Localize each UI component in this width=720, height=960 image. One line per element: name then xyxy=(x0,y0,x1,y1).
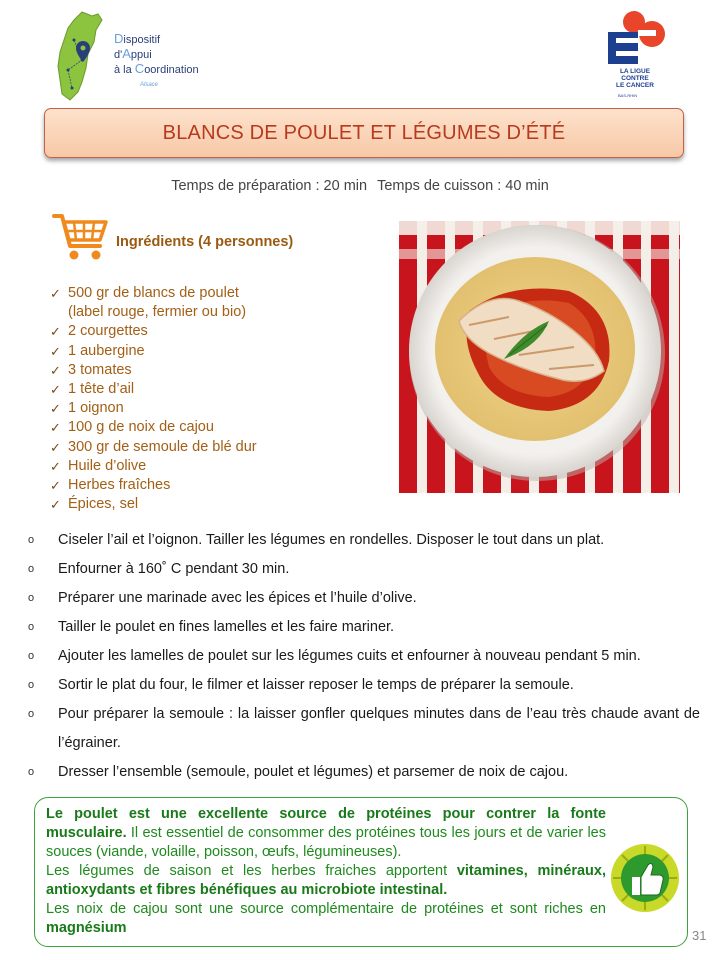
dish-photo xyxy=(399,221,680,493)
circle-bullet-icon: o xyxy=(28,679,35,691)
check-icon: ✓ xyxy=(50,382,61,398)
recipe-title-box xyxy=(44,108,684,158)
step-item: o Préparer une marinade avec les épices et l’huile d’olive. xyxy=(28,584,700,613)
check-icon: ✓ xyxy=(50,478,61,494)
ingredient-item: ✓ 2 courgettes xyxy=(50,322,257,341)
shopping-cart-icon xyxy=(50,208,110,264)
ligue-logo-text: LA LIGUE CONTRE LE CANCER xyxy=(616,68,654,89)
check-icon: ✓ xyxy=(50,420,61,436)
ingredient-item: ✓ 1 oignon xyxy=(50,399,257,418)
ingredient-item: ✓ 100 g de noix de cajou xyxy=(50,418,257,437)
nutrition-info-text xyxy=(46,805,606,938)
ingredient-item: ✓ Herbes fraîches xyxy=(50,476,257,495)
info-p2-start: Les légumes de saison et les herbes fraiches apportent xyxy=(46,863,457,879)
info-p1-rest: Il est essentiel de consommer des protéines tous les jours et de varier les souces (viande, volaille, poisson, œufs, légumineuses). xyxy=(46,825,606,860)
dac-logo-sub: Alsace xyxy=(140,82,159,88)
ligue-logo-sub: BAS-RHIN xyxy=(618,93,638,98)
recipe-times xyxy=(0,178,720,194)
check-icon: ✓ xyxy=(50,401,61,417)
check-icon: ✓ xyxy=(50,497,61,513)
check-icon: ✓ xyxy=(50,362,61,378)
check-icon: ✓ xyxy=(50,324,61,340)
circle-bullet-icon: o xyxy=(28,534,35,546)
check-icon: ✓ xyxy=(50,439,61,455)
check-icon: ✓ xyxy=(50,343,61,359)
step-item: o Dresser l’ensemble (semoule, poulet et légumes) et parsemer de noix de cajou. xyxy=(28,758,700,787)
ingredient-item: ✓ Épices, sel xyxy=(50,495,257,514)
circle-bullet-icon: o xyxy=(28,621,35,633)
page-number: 31 xyxy=(692,928,707,943)
step-item: o Enfourner à 160˚ C pendant 30 min. xyxy=(28,555,700,584)
step-item: o Ciseler l’ail et l’oignon. Tailler les légumes en rondelles. Disposer le tout dans un plat. xyxy=(28,526,700,555)
dac-logo xyxy=(52,10,202,106)
info-p1-bold: Le poulet est une excellente source de protéines pour contrer la fonte musculaire. xyxy=(46,806,606,841)
ingredients-list xyxy=(50,284,257,514)
circle-bullet-icon: o xyxy=(28,650,35,662)
ingredient-note: (label rouge, fermier ou bio) xyxy=(68,304,247,321)
step-item: o Sortir le plat du four, le filmer et laisser reposer le temps de préparer la semoule. xyxy=(28,671,700,700)
circle-bullet-icon: o xyxy=(28,592,35,604)
step-item: o Pour préparer la semoule : la laisser gonfler quelques minutes dans de l’eau très chaude avant de l’égrainer. xyxy=(28,700,700,758)
prep-time: Temps de préparation : 20 min xyxy=(171,178,368,194)
ingredient-item: ✓ 1 aubergine xyxy=(50,342,257,361)
circle-bullet-icon: o xyxy=(28,766,35,778)
ingredient-item: ✓ 500 gr de blancs de poulet (label rouge, fermier ou bio) xyxy=(50,284,257,322)
step-item: o Ajouter les lamelles de poulet sur les légumes cuits et enfourner à nouveau pendant 5 min. xyxy=(28,642,700,671)
ingredients-title: Ingrédients (4 personnes) xyxy=(116,234,294,250)
ingredient-item: ✓ 300 gr de semoule de blé dur xyxy=(50,438,257,457)
info-p3-start: Les noix de cajou sont une source complémentaire de protéines et sont riches en xyxy=(46,901,606,917)
thumbs-up-icon xyxy=(610,843,680,913)
ligue-emblem-icon xyxy=(600,8,670,68)
check-icon: ✓ xyxy=(50,286,61,301)
steps-list xyxy=(28,526,700,787)
dac-logo-text: Dispositif d'Appui à la Coordination xyxy=(114,31,199,76)
ingredient-item: ✓ 1 tête d’ail xyxy=(50,380,257,399)
info-p2-bold: vitamines, minéraux, antioxydants et fibres bénéfiques au microbiote intestinal. xyxy=(46,863,606,898)
step-item: o Tailler le poulet en fines lamelles et les faire mariner. xyxy=(28,613,700,642)
cook-time: Temps de cuisson : 40 min xyxy=(377,178,549,194)
recipe-title: BLANCS DE POULET ET LÉGUMES D’ÉTÉ xyxy=(162,121,566,144)
circle-bullet-icon: o xyxy=(28,708,35,720)
alsace-map-icon xyxy=(52,10,112,106)
circle-bullet-icon: o xyxy=(28,563,35,575)
check-icon: ✓ xyxy=(50,458,61,474)
info-p3-bold: magnésium xyxy=(46,920,127,936)
ingredient-item: ✓ 3 tomates xyxy=(50,361,257,380)
ingredient-item: ✓ Huile d’olive xyxy=(50,457,257,476)
ligue-logo xyxy=(600,8,670,104)
